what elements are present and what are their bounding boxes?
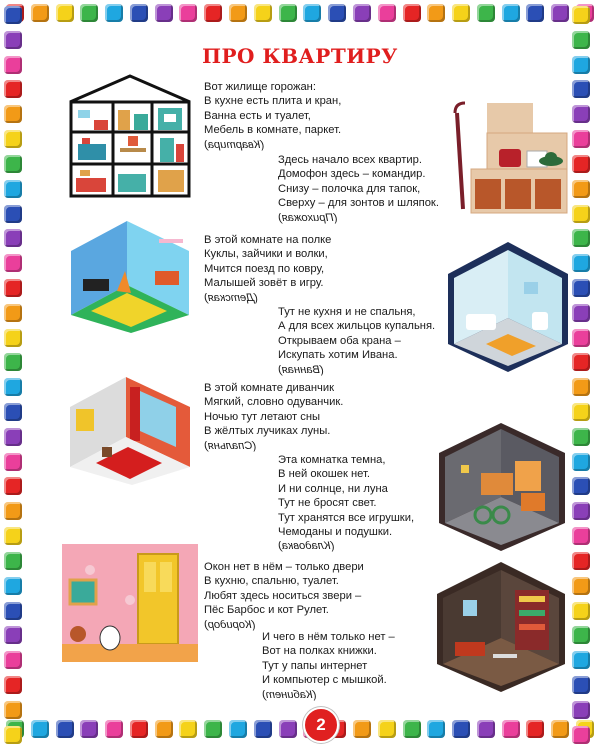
bedroom-room-image: [66, 367, 194, 487]
poem-line: Мчится поезд по ковру,: [204, 262, 325, 275]
gem-tile: [4, 105, 22, 123]
bathroom-room-image: [446, 240, 570, 374]
poem-line: Тут хранятся все игрушки,: [278, 511, 415, 524]
poem-line: Тут не кухня и не спальня,: [278, 306, 416, 318]
gem-tile: [4, 229, 22, 247]
gem-tile: [572, 6, 590, 24]
gem-tile: [4, 6, 22, 24]
poem-bedroom: [204, 381, 343, 453]
poem-line: Здесь начало всех квартир.: [278, 154, 422, 166]
gem-tile: [572, 130, 590, 148]
poem-line: И чего в нём только нет –: [262, 631, 395, 643]
gem-tile: [4, 453, 22, 471]
poem-answer-signature: (Квартира): [204, 138, 265, 151]
poem-line: Ванна есть и туалет,: [204, 109, 311, 122]
border-right: [572, 0, 598, 750]
gem-tile: [328, 4, 346, 22]
gem-tile: [4, 378, 22, 396]
poem-answer-line: [278, 539, 414, 553]
gem-tile: [526, 4, 544, 22]
gem-tile: [254, 4, 272, 22]
poem-apartment: [204, 80, 341, 152]
poem-line: Тут у папы интернет: [262, 659, 368, 672]
gem-tile: [4, 477, 22, 495]
poem-answer-line: [204, 291, 331, 305]
border-top: [0, 4, 600, 30]
poem-nursery: [204, 233, 331, 305]
poem-bathroom: [278, 305, 435, 377]
gem-tile: [572, 676, 590, 694]
gem-tile: [4, 676, 22, 694]
gem-tile: [4, 552, 22, 570]
gem-tile: [572, 80, 590, 98]
gem-tile: [572, 527, 590, 545]
poem-line: В кухню, спальню, туалет.: [204, 575, 339, 588]
poem-line: Эта комнатка темна,: [278, 454, 386, 466]
gem-tile: [572, 229, 590, 247]
poem-answer-signature: (Коридор): [204, 618, 256, 631]
poem-answer-line: [278, 211, 439, 225]
gem-tile: [551, 720, 569, 738]
poem-answer-line: [204, 439, 343, 453]
gem-tile: [572, 155, 590, 173]
poem-line: В этой комнате диванчик: [204, 382, 334, 394]
gem-tile: [452, 720, 470, 738]
gem-tile: [80, 4, 98, 22]
poem-line: Чемоданы и подушки.: [278, 526, 393, 539]
poem-answer-signature: (Детская): [204, 291, 258, 304]
gem-tile: [572, 279, 590, 297]
gem-tile: [4, 254, 22, 272]
gem-tile: [4, 602, 22, 620]
gem-tile: [572, 428, 590, 446]
poem-answer-signature: (Кладовка): [278, 540, 335, 553]
gem-tile: [31, 4, 49, 22]
gem-tile: [303, 4, 321, 22]
gem-tile: [179, 720, 197, 738]
gem-tile: [4, 577, 22, 595]
gem-tile: [56, 4, 74, 22]
gem-tile: [452, 4, 470, 22]
gem-tile: [204, 720, 222, 738]
gem-tile: [572, 329, 590, 347]
poem-study: [262, 630, 395, 702]
gem-tile: [427, 4, 445, 22]
hallway-shelves-image: [447, 99, 569, 215]
gem-tile: [353, 720, 371, 738]
study-room-image: [433, 560, 569, 694]
gem-tile: [105, 720, 123, 738]
gem-tile: [4, 155, 22, 173]
gem-tile: [4, 205, 22, 223]
gem-tile: [105, 4, 123, 22]
poem-corridor: [204, 560, 364, 632]
gem-tile: [279, 720, 297, 738]
poem-answer-signature: (Прихожая): [278, 211, 338, 224]
poem-line: В ней окошек нет.: [278, 468, 371, 481]
border-left: [4, 0, 30, 750]
border-bottom: [0, 720, 600, 746]
gem-tile: [403, 720, 421, 738]
poem-line: Куклы, зайчики и волки,: [204, 248, 328, 261]
gem-tile: [403, 4, 421, 22]
poem-line: И компьютер с мышкой.: [262, 674, 387, 687]
poem-line: В жёлтых лучиках луны.: [204, 425, 331, 438]
gem-tile: [572, 205, 590, 223]
gem-tile: [279, 4, 297, 22]
gem-tile: [572, 577, 590, 595]
corridor-room-image: [60, 540, 200, 664]
poem-line: Мебель в комнате, паркет.: [204, 124, 342, 137]
gem-tile: [254, 720, 272, 738]
gem-tile: [130, 4, 148, 22]
gem-tile: [4, 701, 22, 719]
gem-tile: [502, 4, 520, 22]
poem-line: Любят здесь носиться звери –: [204, 589, 362, 602]
poem-line: Открываем оба крана –: [278, 334, 401, 347]
poem-line: Сверху – для зонтов и шляпок.: [278, 197, 439, 210]
poem-line: Домофон здесь – командир.: [278, 168, 426, 181]
page-number-badge: 2: [303, 707, 339, 743]
gem-tile: [572, 726, 590, 744]
gem-tile: [572, 453, 590, 471]
gem-tile: [4, 403, 22, 421]
gem-tile: [427, 720, 445, 738]
gem-tile: [155, 720, 173, 738]
gem-tile: [572, 180, 590, 198]
gem-tile: [4, 626, 22, 644]
poem-line: Пёс Барбос и кот Рулет.: [204, 604, 329, 617]
gem-tile: [4, 502, 22, 520]
poem-line: Вот жилище горожан:: [204, 81, 316, 93]
gem-tile: [179, 4, 197, 22]
gem-tile: [502, 720, 520, 738]
gem-tile: [4, 651, 22, 669]
poem-answer-line: [262, 688, 395, 702]
gem-tile: [378, 4, 396, 22]
gem-tile: [4, 527, 22, 545]
gem-tile: [572, 626, 590, 644]
gem-tile: [572, 477, 590, 495]
gem-tile: [4, 726, 22, 744]
gem-tile: [4, 428, 22, 446]
poem-storeroom: [278, 453, 414, 554]
poem-line: Ночью тут летают сны: [204, 410, 321, 423]
gem-tile: [572, 701, 590, 719]
gem-tile: [229, 720, 247, 738]
apartment-cross-section-image: [68, 74, 192, 198]
gem-tile: [572, 378, 590, 396]
poem-line: В этой комнате на полке: [204, 234, 332, 246]
gem-tile: [572, 105, 590, 123]
poem-line: А для всех жильцов купальня.: [278, 320, 436, 333]
gem-tile: [4, 80, 22, 98]
gem-tile: [353, 4, 371, 22]
poem-hallway: [278, 153, 439, 225]
gem-tile: [31, 720, 49, 738]
poem-answer-line: [278, 363, 435, 377]
gem-tile: [477, 4, 495, 22]
gem-tile: [80, 720, 98, 738]
gem-tile: [204, 4, 222, 22]
poem-line: В кухне есть плита и кран,: [204, 95, 342, 108]
gem-tile: [572, 602, 590, 620]
storeroom-room-image: [435, 421, 569, 553]
gem-tile: [4, 279, 22, 297]
poem-line: Снизу – полочка для тапок,: [278, 182, 421, 195]
gem-tile: [572, 651, 590, 669]
gem-tile: [56, 720, 74, 738]
gem-tile: [572, 353, 590, 371]
poem-answer-line: [204, 138, 341, 152]
gem-tile: [4, 353, 22, 371]
poem-answer-signature: (Спальня): [204, 439, 257, 452]
gem-tile: [572, 502, 590, 520]
gem-tile: [526, 720, 544, 738]
poem-line: Мягкий, словно одуванчик.: [204, 396, 344, 409]
gem-tile: [155, 4, 173, 22]
gem-tile: [551, 4, 569, 22]
poem-answer-signature: (Ванная): [278, 363, 324, 376]
gem-tile: [4, 329, 22, 347]
gem-tile: [572, 403, 590, 421]
gem-tile: [4, 130, 22, 148]
poem-line: Тут не бросят свет.: [278, 497, 377, 510]
gem-tile: [130, 720, 148, 738]
gem-tile: [572, 304, 590, 322]
nursery-room-image: [67, 215, 193, 335]
poem-line: Вот на полках книжки.: [262, 645, 377, 658]
page-title: ПРО КВАРТИРУ: [202, 44, 398, 68]
poem-line: Искупать хотим Ивана.: [278, 349, 398, 362]
poem-line: Малышей зовёт в игру.: [204, 277, 324, 290]
poem-line: Окон нет в нём – только двери: [204, 561, 364, 573]
gem-tile: [4, 180, 22, 198]
gem-tile: [572, 552, 590, 570]
poem-line: И ни солнце, ни луна: [278, 482, 388, 495]
gem-tile: [4, 304, 22, 322]
gem-tile: [378, 720, 396, 738]
gem-tile: [572, 254, 590, 272]
poem-answer-signature: (Кабинет): [262, 688, 317, 701]
gem-tile: [477, 720, 495, 738]
gem-tile: [229, 4, 247, 22]
